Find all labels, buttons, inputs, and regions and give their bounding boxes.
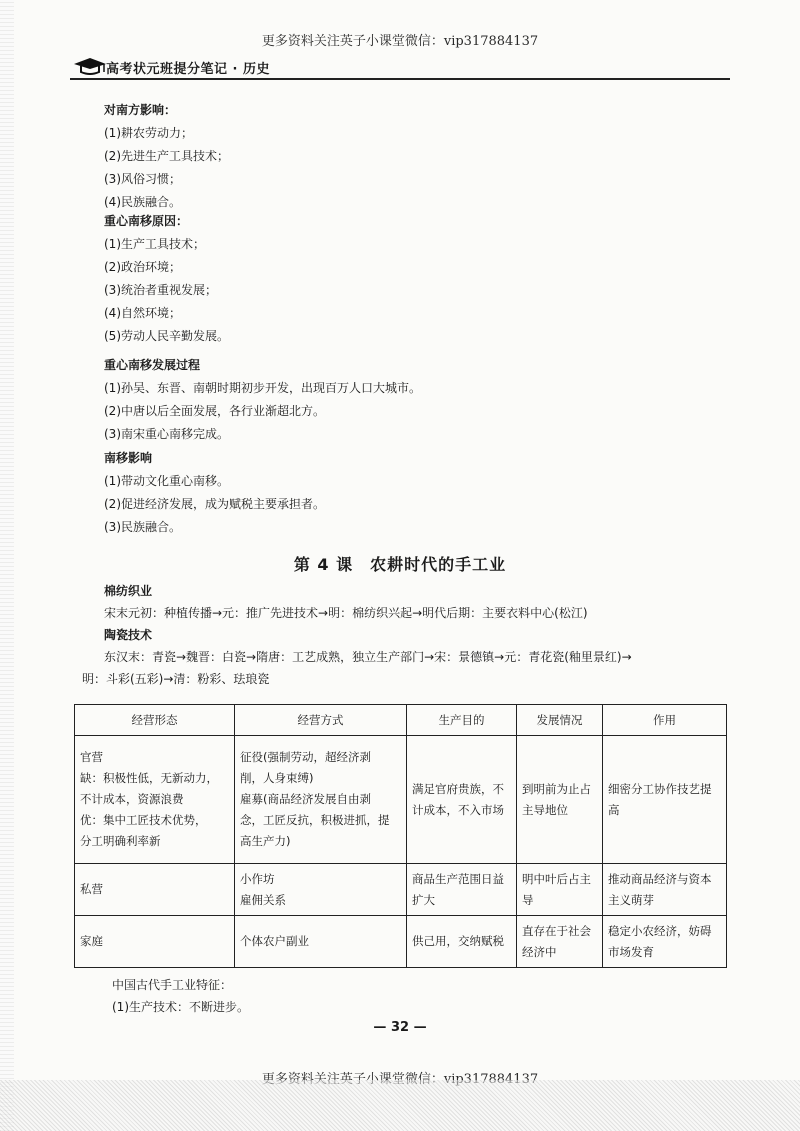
south-impact-section — [104, 102, 229, 217]
cell-line: 念，工匠反抗，积极进抓，提 — [240, 813, 390, 827]
table-header-row — [75, 705, 727, 736]
cell-line: 分工明确利率新 — [80, 834, 161, 848]
cell-line: 缺：积极性低，无新动力， — [80, 771, 218, 785]
table-row — [75, 736, 727, 864]
column-header: 生产目的 — [407, 705, 517, 736]
section-title: 中国古代手工业特征： — [112, 978, 233, 992]
graduation-cap-icon — [72, 56, 108, 76]
book-title: 高考状元班提分笔记 · 历史 — [106, 62, 270, 77]
list-item: (2)政治环境； — [104, 260, 181, 274]
cotton-text: 宋末元初：种植传播→元：推广先进技术→明：棉纺织兴起→明代后期：主要衣料中心(松江) — [104, 606, 588, 620]
cell-form: 家庭 — [75, 916, 235, 968]
column-header: 作用 — [603, 705, 727, 736]
list-item: (2)促进经济发展，成为赋税主要承担者。 — [104, 497, 325, 511]
cell-form — [75, 736, 235, 864]
list-item: (3)风俗习惯； — [104, 172, 181, 186]
crafts-section — [82, 582, 724, 692]
ceramics-title: 陶瓷技术 — [104, 628, 153, 642]
cell-method — [235, 864, 407, 916]
watermark-top: 更多资料关注英子小课堂微信：vip317884137 — [261, 34, 539, 49]
column-header: 发展情况 — [517, 705, 603, 736]
list-item: (1)孙吴、东晋、南朝时期初步开发，出现百万人口大城市。 — [104, 381, 422, 395]
column-header: 经营形态 — [75, 705, 235, 736]
cell-status: 直存在于社会经济中 — [517, 916, 603, 968]
handicraft-table — [74, 704, 727, 968]
cell-purpose: 满足官府贵族，不计成本，不入市场 — [407, 736, 517, 864]
cell-line: 小作坊 — [240, 871, 275, 886]
features-section — [112, 976, 249, 1020]
section-title: 对南方影响： — [104, 103, 177, 117]
list-item: (5)劳动人民辛勤发展。 — [104, 329, 229, 343]
column-header: 经营方式 — [235, 705, 407, 736]
cell-role: 细密分工协作技艺提高 — [603, 736, 727, 864]
cell-status: 到明前为止占主导地位 — [517, 736, 603, 864]
list-item: (1)耕农劳动力； — [104, 126, 193, 140]
cell-line: 征役(强制劳动，超经济剥 — [240, 750, 371, 764]
section-title: 重心南移发展过程 — [104, 358, 201, 372]
page-header — [70, 56, 730, 80]
ceramics-text-2: 明：斗彩(五彩)→清：粉彩、珐琅瓷 — [82, 672, 270, 686]
table-row — [75, 864, 727, 916]
cell-line: 削，人身束缚) — [240, 771, 314, 785]
cell-line: 优：集中工匠技术优势， — [80, 813, 207, 827]
list-item: (1)生产工具技术； — [104, 237, 205, 251]
section-title: 重心南移原因： — [104, 214, 189, 228]
shift-effects-section — [104, 450, 325, 542]
list-item: (1)带动文化重心南移。 — [104, 474, 229, 488]
cell-role: 推动商品经济与资本主义萌芽 — [603, 864, 727, 916]
cell-line: 雇佣关系 — [240, 892, 286, 907]
cell-method — [235, 736, 407, 864]
list-item: (2)中唐以后全面发展，各行业渐超北方。 — [104, 404, 325, 418]
cell-purpose: 商品生产范围日益扩大 — [407, 864, 517, 916]
list-item: (4)民族融合。 — [104, 195, 181, 209]
shift-process-section — [104, 357, 421, 449]
list-item: (2)先进生产工具技术； — [104, 149, 229, 163]
lesson-title: 第 4 课 农耕时代的手工业 — [293, 555, 507, 574]
header-rule — [70, 78, 730, 80]
scan-noise-band — [0, 1080, 800, 1131]
cotton-title: 棉纺织业 — [104, 584, 153, 598]
cell-method: 个体农户副业 — [235, 916, 407, 968]
ceramics-text-1: 东汉末：青瓷→魏晋：白瓷→隋唐：工艺成熟，独立生产部门→宋：景德镇→元：青花瓷(釉里景红)→ — [104, 650, 632, 664]
cell-purpose: 供己用，交纳赋税 — [407, 916, 517, 968]
cell-line: 高生产力) — [240, 834, 291, 848]
list-item: (1)生产技术：不断进步。 — [112, 1000, 249, 1014]
cell-line: 不计成本，资源浪费 — [80, 792, 184, 806]
page-number: — 32 — — [373, 1020, 427, 1035]
cell-line: 雇募(商品经济发展自由剥 — [240, 792, 371, 806]
cell-form: 私营 — [75, 864, 235, 916]
list-item: (3)南宋重心南移完成。 — [104, 427, 229, 441]
section-title: 南移影响 — [104, 451, 153, 465]
list-item: (3)统治者重视发展； — [104, 283, 217, 297]
list-item: (3)民族融合。 — [104, 520, 181, 534]
cell-status: 明中叶后占主导 — [517, 864, 603, 916]
cell-role: 稳定小农经济，妨碍市场发育 — [603, 916, 727, 968]
table-row — [75, 916, 727, 968]
list-item: (4)自然环境； — [104, 306, 181, 320]
shift-reasons-section — [104, 213, 229, 351]
cell-line: 官营 — [80, 750, 103, 764]
